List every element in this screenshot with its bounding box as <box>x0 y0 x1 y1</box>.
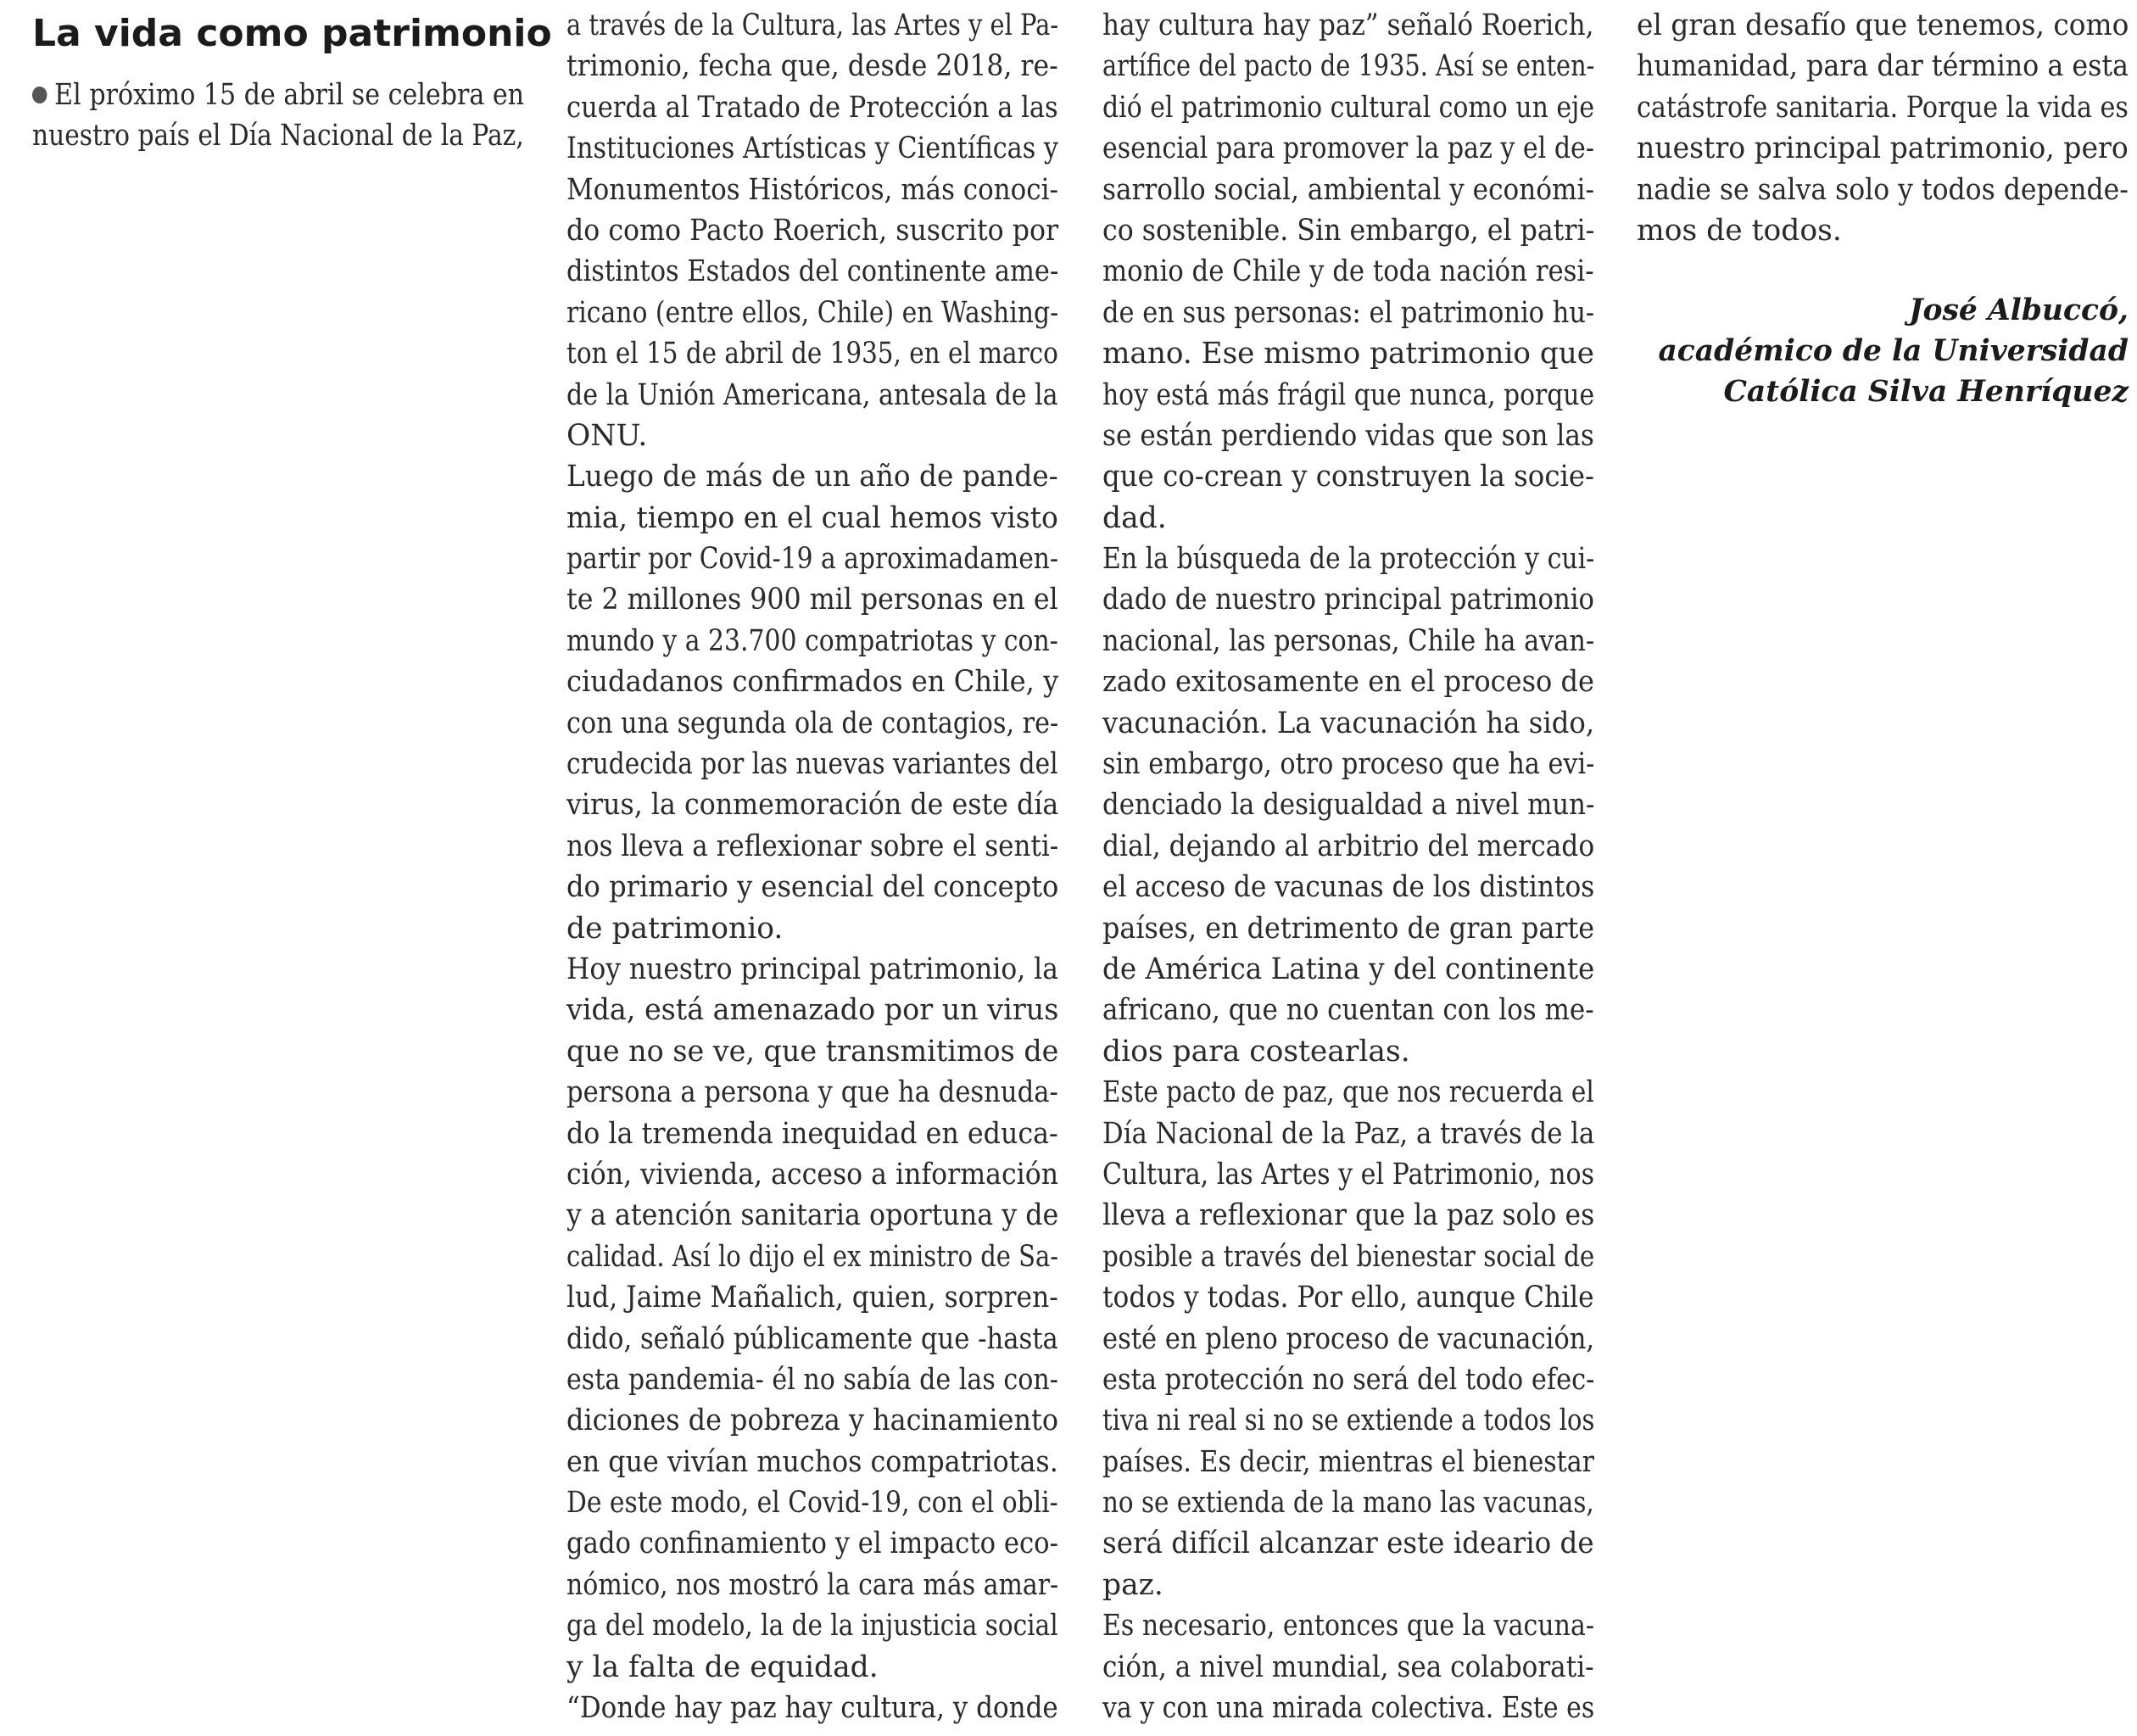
text-line: se están perdiendo vidas que son las <box>1102 418 1594 453</box>
text-line: Día Nacional de la Paz, a través de la <box>1102 1116 1595 1151</box>
text-line: todos y todas. Por ello, aunque Chile <box>1102 1281 1594 1315</box>
text-line: ga del modelo, la de la injusticia social <box>566 1609 1058 1644</box>
text-line: virus, la conmemoración de este día <box>566 788 1059 823</box>
text-line: que co-crean y construyen la socie- <box>1102 460 1595 494</box>
article-title: La vida como patrimonio <box>32 12 552 55</box>
text-line: distintos Estados del continente ame- <box>566 254 1059 289</box>
text-line: humanidad, para dar término a esta <box>1637 49 2129 84</box>
text-line: Luego de más de un año de pande- <box>566 460 1058 494</box>
text-line: calidad. Así lo dijo el ex ministro de Sa- <box>566 1239 1058 1274</box>
text-line: esencial para promover la paz y el de- <box>1102 131 1594 166</box>
text-line: monio de Chile y de toda nación resi- <box>1102 254 1594 289</box>
text-line: Hoy nuestro principal patrimonio, la <box>566 952 1058 986</box>
text-line: Este pacto de paz, que nos recuerda el <box>1102 1075 1594 1110</box>
text-line: de patrimonio. <box>566 911 784 946</box>
text-line: sarrollo social, ambiental y económi- <box>1102 172 1595 207</box>
column-4-text <box>1637 5 2129 251</box>
text-line: posible a través del bienestar social de <box>1102 1239 1595 1274</box>
text-line: paz. <box>1102 1567 1163 1602</box>
text-line: dial, dejando al arbitrio del mercado <box>1102 829 1595 863</box>
column-2-text <box>566 5 1058 1728</box>
text-line: Instituciones Artísticas y Científicas y <box>566 131 1058 166</box>
text-line: Es necesario, entonces que la vacuna- <box>1102 1609 1594 1644</box>
text-line: de en sus personas: el patrimonio hu- <box>1102 295 1595 330</box>
text-line: persona a persona y que ha desnuda- <box>566 1075 1058 1110</box>
text-line: nuestro país el Día Nacional de la Paz, <box>32 119 524 154</box>
text-line: ricano (entre ellos, Chile) en Washing- <box>566 295 1059 330</box>
text-line: nadie se salva solo y todos depende- <box>1637 172 2129 207</box>
text-line: ton el 15 de abril de 1935, en el marco <box>566 337 1058 371</box>
text-line: dió el patrimonio cultural como un eje <box>1102 90 1595 125</box>
text-line: será difícil alcanzar este ideario de <box>1102 1527 1594 1561</box>
text-line <box>32 75 525 115</box>
text-line: vacunación. La vacunación ha sido, <box>1102 706 1595 740</box>
text-line: nacional, las personas, Chile ha avan- <box>1102 623 1595 658</box>
text-line: De este modo, el Covid-19, con el obli- <box>566 1486 1058 1521</box>
text-line: catástrofe sanitaria. Porque la vida es <box>1637 90 2129 125</box>
text-line: te 2 millones 900 mil personas en el <box>566 583 1058 617</box>
text-line: dios para costearlas. <box>1102 1034 1410 1069</box>
text-line: crudecida por las nuevas variantes del <box>566 747 1058 782</box>
text-line: co sostenible. Sin embargo, el patri- <box>1102 213 1595 248</box>
text-line: partir por Covid-19 a aproximadamen- <box>566 542 1059 577</box>
column-3-text <box>1102 5 1594 1728</box>
text-line: cuerda al Tratado de Protección a las <box>566 90 1058 125</box>
text-line: Cultura, las Artes y el Patrimonio, nos <box>1102 1157 1595 1192</box>
text-line: que no se ve, que transmitimos de <box>566 1034 1059 1069</box>
lead-text: El próximo 15 de abril se celebra en <box>54 78 525 112</box>
text-line: hoy está más frágil que nunca, porque <box>1102 377 1595 412</box>
text-line: gado confinamiento y el impacto eco- <box>566 1527 1058 1561</box>
text-line: de la Unión Americana, antesala de la <box>566 377 1058 412</box>
text-line: y a atención sanitaria oportuna y de <box>566 1198 1059 1233</box>
text-line: nuestro principal patrimonio, pero <box>1637 131 2129 166</box>
text-line: dido, señaló públicamente que -hasta <box>566 1321 1058 1356</box>
text-line: no se extienda de la mano las vacunas, <box>1102 1486 1594 1521</box>
text-line: hay cultura hay paz” señaló Roerich, <box>1102 8 1594 42</box>
text-line: En la búsqueda de la protección y cui- <box>1102 542 1595 577</box>
signature-name: José Albuccó, <box>1909 293 2129 327</box>
text-line: mia, tiempo en el cual hemos visto <box>566 500 1058 535</box>
text-line: tiva ni real si no se extiende a todos los <box>1102 1404 1595 1438</box>
text-line: lud, Jaime Mañalich, quien, sorpren- <box>566 1281 1058 1315</box>
bullet-icon <box>32 87 47 103</box>
signature-role: académico de la Universidad <box>1658 334 2129 368</box>
text-line: diciones de pobreza y hacinamiento <box>566 1404 1059 1438</box>
text-line: do como Pacto Roerich, suscrito por <box>566 213 1059 248</box>
text-line: do primario y esencial del concepto <box>566 870 1059 905</box>
text-line: ción, vivienda, acceso a información <box>566 1157 1059 1192</box>
text-line: de América Latina y del continente <box>1102 952 1595 986</box>
text-line: países. Es decir, mientras el bienestar <box>1102 1444 1595 1479</box>
text-line: trimonio, fecha que, desde 2018, re- <box>566 49 1058 84</box>
text-line: nos lleva a reflexionar sobre el senti- <box>566 829 1059 863</box>
text-line: el acceso de vacunas de los distintos <box>1102 870 1595 905</box>
text-line: países, en detrimento de gran parte <box>1102 911 1595 946</box>
text-line: ONU. <box>566 418 648 453</box>
text-line: vida, está amenazado por un virus <box>566 993 1059 1028</box>
text-line: artífice del pacto de 1935. Así se enten- <box>1102 49 1595 84</box>
text-line: mundo y a 23.700 compatriotas y con- <box>566 623 1058 658</box>
text-line: a través de la Cultura, las Artes y el Pa- <box>566 8 1059 42</box>
text-line: ción, a nivel mundial, sea colaborati- <box>1102 1649 1594 1684</box>
text-line: va y con una mirada colectiva. Este es <box>1102 1691 1595 1726</box>
column-1-text <box>32 75 524 157</box>
text-line: esta protección no será del todo efec- <box>1102 1362 1595 1397</box>
text-line: denciado la desigualdad a nivel mun- <box>1102 788 1595 823</box>
text-line: africano, que no cuentan con los me- <box>1102 993 1594 1028</box>
text-line: sin embargo, otro proceso que ha evi- <box>1102 747 1595 782</box>
text-line: ciudadanos confirmados en Chile, y <box>566 665 1059 700</box>
text-line: Monumentos Históricos, más conoci- <box>566 172 1058 207</box>
text-line: nómico, nos mostró la cara más amar- <box>566 1567 1059 1602</box>
text-line: dado de nuestro principal patrimonio <box>1102 583 1594 617</box>
text-line: esta pandemia- él no sabía de las con- <box>566 1362 1058 1397</box>
text-line: esté en pleno proceso de vacunación, <box>1102 1321 1595 1356</box>
text-line: do la tremenda inequidad en educa- <box>566 1116 1058 1151</box>
text-line: el gran desafío que tenemos, como <box>1637 8 2129 42</box>
text-line: y la falta de equidad. <box>566 1649 879 1684</box>
text-line: zado exitosamente en el proceso de <box>1102 665 1595 700</box>
text-line: en que vivían muchos compatriotas. <box>566 1444 1058 1479</box>
text-line: con una segunda ola de contagios, re- <box>566 706 1059 740</box>
text-line: mano. Ese mismo patrimonio que <box>1102 337 1595 371</box>
signature-institution: Católica Silva Henríquez <box>1723 375 2129 409</box>
text-line: “Donde hay paz hay cultura, y donde <box>566 1691 1058 1726</box>
text-line: mos de todos. <box>1637 213 1842 248</box>
text-line: dad. <box>1102 500 1167 535</box>
text-line: lleva a reflexionar que la paz solo es <box>1102 1198 1595 1233</box>
